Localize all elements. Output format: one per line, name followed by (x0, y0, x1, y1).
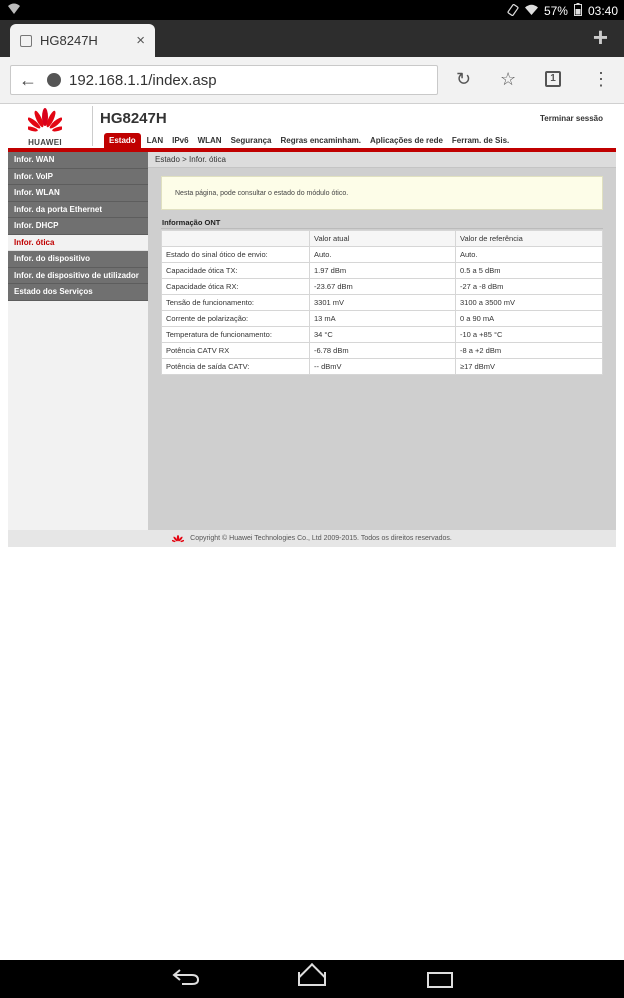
current-value: -23.67 dBm (310, 279, 456, 295)
sidebar-item-wan[interactable]: Infor. WAN (8, 152, 148, 169)
rotation-icon (507, 4, 519, 19)
sidebar-item-ethernet-port[interactable]: Infor. da porta Ethernet (8, 202, 148, 219)
address-bar[interactable] (10, 65, 438, 95)
section-divider (161, 228, 603, 229)
info-notice: Nesta página, pode consultar o estado do módulo ótico. (161, 176, 603, 210)
reference-value: -27 a -8 dBm (456, 279, 603, 295)
table-row (162, 359, 603, 375)
reference-value: 0 a 90 mA (456, 311, 603, 327)
huawei-mini-logo-icon (172, 535, 184, 543)
nav-tab-seguranca[interactable]: Segurança (230, 136, 272, 145)
sidebar-item-voip[interactable]: Infor. VoIP (8, 169, 148, 186)
table-row (162, 327, 603, 343)
sidebar-item-dhcp[interactable]: Infor. DHCP (8, 218, 148, 235)
page-footer (8, 530, 616, 547)
breadcrumb: Estado > Infor. ótica (148, 152, 616, 168)
row-label: Capacidade ótica TX: (162, 263, 310, 279)
current-value: 34 °C (310, 327, 456, 343)
star-bookmark-icon[interactable]: ☆ (500, 69, 517, 89)
nav-tab-lan[interactable]: LAN (146, 136, 164, 145)
table-header-row (162, 231, 603, 247)
sidebar-item-user-device[interactable]: Infor. de dispositivo de utilizador (8, 268, 148, 285)
nav-tab-regras[interactable]: Regras encaminham. (280, 136, 361, 145)
logo-text: HUAWEI (28, 138, 62, 147)
top-navigation (104, 133, 512, 148)
nav-tab-aplicacoes[interactable]: Aplicações de rede (369, 136, 443, 145)
android-nav-bar (0, 960, 624, 998)
tab-strip (0, 20, 624, 57)
page-icon (20, 35, 32, 47)
android-status-bar (0, 0, 624, 20)
close-tab-icon[interactable]: × (136, 32, 145, 49)
header-divider (92, 106, 93, 146)
nav-tab-wlan[interactable]: WLAN (197, 136, 222, 145)
browser-tab[interactable] (10, 24, 155, 57)
table-row (162, 311, 603, 327)
sidebar-item-services-status[interactable]: Estado dos Serviços (8, 284, 148, 301)
sidebar-item-device[interactable]: Infor. do dispositivo (8, 251, 148, 268)
nav-tab-ipv6[interactable]: IPv6 (172, 136, 189, 145)
current-value: Auto. (310, 247, 456, 263)
page-header (8, 104, 616, 148)
reference-value: 3100 a 3500 mV (456, 295, 603, 311)
current-value: -6.78 dBm (310, 343, 456, 359)
current-value: -- dBmV (310, 359, 456, 375)
reload-icon[interactable]: ↻ (456, 69, 472, 89)
reference-value: Auto. (456, 247, 603, 263)
row-label: Capacidade ótica RX: (162, 279, 310, 295)
row-label: Temperatura de funcionamento: (162, 327, 310, 343)
main-content (148, 152, 616, 530)
globe-icon (47, 73, 61, 87)
table-row (162, 263, 603, 279)
current-value: 3301 mV (310, 295, 456, 311)
tab-title: HG8247H (40, 33, 98, 48)
reference-value: -8 a +2 dBm (456, 343, 603, 359)
back-arrow-icon[interactable]: ← (19, 69, 37, 90)
reference-value: -10 a +85 °C (456, 327, 603, 343)
copyright-text: Copyright © Huawei Technologies Co., Ltd 2009-2015. Todos os direitos reservados. (190, 535, 452, 542)
battery-icon (574, 3, 582, 19)
table-row (162, 295, 603, 311)
new-tab-button[interactable]: + (592, 22, 608, 52)
row-label: Potência de saída CATV: (162, 359, 310, 375)
huawei-petals-icon (28, 108, 62, 134)
overflow-menu-icon[interactable]: ⋮ (592, 69, 610, 89)
nav-tab-estado[interactable]: Estado (104, 133, 141, 148)
sidebar-menu (8, 152, 148, 530)
column-header: Valor atual (310, 231, 456, 247)
sidebar-item-wlan[interactable]: Infor. WLAN (8, 185, 148, 202)
section-title: Informação ONT (162, 218, 221, 227)
column-header: Valor de referência (456, 231, 603, 247)
row-label: Tensão de funcionamento: (162, 295, 310, 311)
huawei-logo (24, 108, 66, 148)
signal-icon (8, 3, 20, 18)
back-nav-icon[interactable] (172, 966, 200, 992)
reference-value: 0.5 a 5 dBm (456, 263, 603, 279)
wifi-icon (525, 4, 538, 19)
current-value: 13 mA (310, 311, 456, 327)
clock: 03:40 (587, 4, 618, 18)
recent-apps-icon[interactable] (427, 972, 453, 988)
device-model-title: HG8247H (100, 110, 167, 127)
table-row (162, 247, 603, 263)
tab-switcher-button[interactable]: 1 (545, 71, 561, 87)
current-value: 1.97 dBm (310, 263, 456, 279)
table-row (162, 343, 603, 359)
ont-info-table (161, 230, 603, 375)
browser-toolbar (0, 57, 624, 104)
home-nav-icon[interactable] (298, 972, 326, 986)
row-label: Corrente de polarização: (162, 311, 310, 327)
reference-value: ≥17 dBmV (456, 359, 603, 375)
sidebar-item-optical[interactable]: Infor. ótica (8, 235, 148, 252)
table-row (162, 279, 603, 295)
router-web-page (8, 104, 616, 547)
nav-tab-ferramentas[interactable]: Ferram. de Sis. (451, 136, 510, 145)
row-label: Estado do sinal ótico de envio: (162, 247, 310, 263)
column-header (162, 231, 310, 247)
logout-link[interactable]: Terminar sessão (540, 114, 603, 123)
battery-percent: 57% (543, 4, 568, 18)
url-text[interactable]: 192.168.1.1/index.asp (69, 71, 217, 89)
row-label: Potência CATV RX (162, 343, 310, 359)
